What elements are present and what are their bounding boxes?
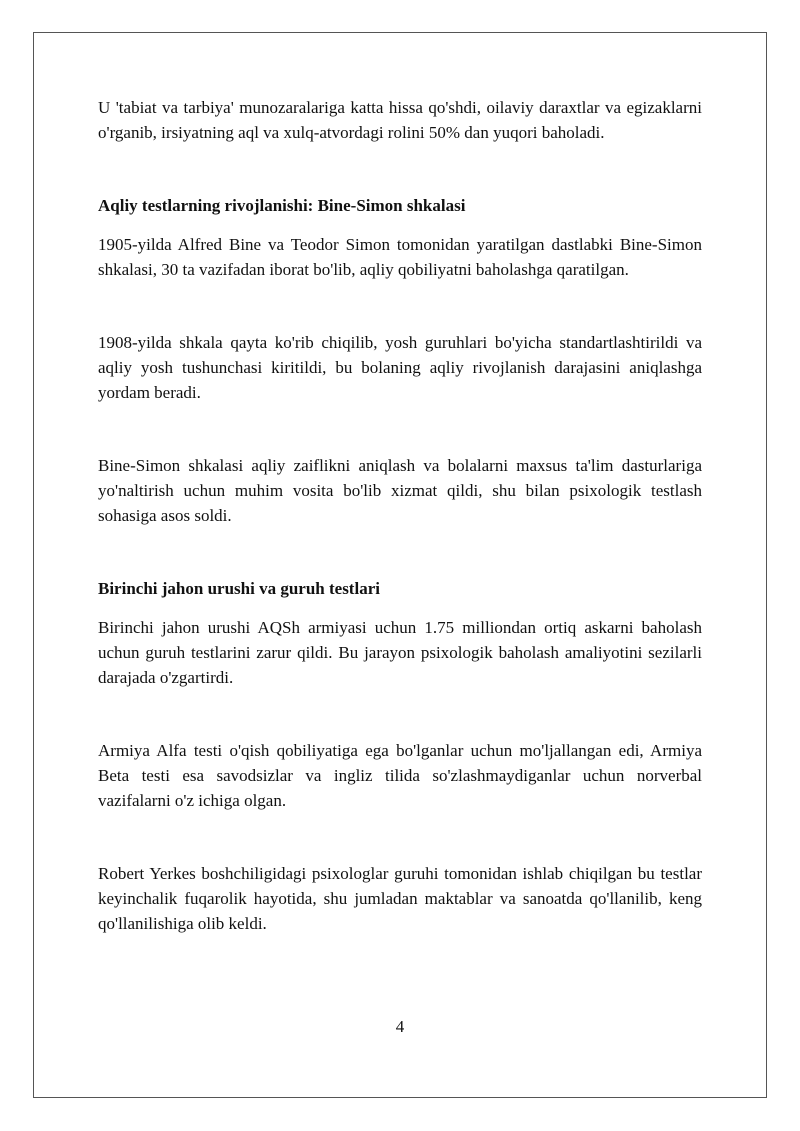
- heading-ww1-group-tests: Birinchi jahon urushi va guruh testlari: [98, 579, 380, 598]
- paragraph-binet-1905: 1905-yilda Alfred Bine va Teodor Simon tomonidan yaratilgan dastlabki Bine-Simon shkalasi, 30 ta vazifadan iborat bo'lib, aqliy qobiliyatni baholashga qaratilgan.: [98, 235, 702, 279]
- paragraph-binet-impact: Bine-Simon shkalasi aqliy zaiflikni aniqlash va bolalarni maxsus ta'lim dasturlariga yo'naltirish uchun muhim vosita bo'lib xizmat qildi, shu bilan psixologik testlash sohasiga asos soldi.: [98, 456, 702, 525]
- heading-binet-simon: Aqliy testlarning rivojlanishi: Bine-Simon shkalasi: [98, 196, 466, 215]
- paragraph-ww1-army: Birinchi jahon urushi AQSh armiyasi uchun 1.75 milliondan ortiq askarni baholash uchun guruh testlarini zarur qildi. Bu jarayon psixologik baholash amaliyotini sezilarli darajada o'zgartirdi.: [98, 618, 702, 687]
- paragraph-heredity: U 'tabiat va tarbiya' munozaralariga katta hissa qo'shdi, oilaviy daraxtlar va egizaklarni o'rganib, irsiyatning aql va xulq-atvordagi rolini 50% dan yuqori baholadi.: [98, 98, 702, 142]
- document-body: [98, 95, 702, 936]
- paragraph-army-alpha-beta: Armiya Alfa testi o'qish qobiliyatiga ega bo'lganlar uchun mo'ljallangan edi, Armiya Beta testi esa savodsizlar va ingliz tilida so'zlashmaydiganlar uchun norverbal vazifalarni o'z ichiga olgan.: [98, 741, 702, 810]
- paragraph-yerkes: Robert Yerkes boshchiligidagi psixologlar guruhi tomonidan ishlab chiqilgan bu testlar keyinchalik fuqarolik hayotida, shu jumladan maktablar va sanoatda qo'llanilib, keng qo'llanilishiga olib keldi.: [98, 864, 702, 933]
- page-number: 4: [395, 1017, 405, 1036]
- paragraph-binet-1908: 1908-yilda shkala qayta ko'rib chiqilib, yosh guruhlari bo'yicha standartlashtirildi va aqliy yosh tushunchasi kiritildi, bu bolaning aqliy rivojlanish darajasini aniqlashga yordam beradi.: [98, 333, 702, 402]
